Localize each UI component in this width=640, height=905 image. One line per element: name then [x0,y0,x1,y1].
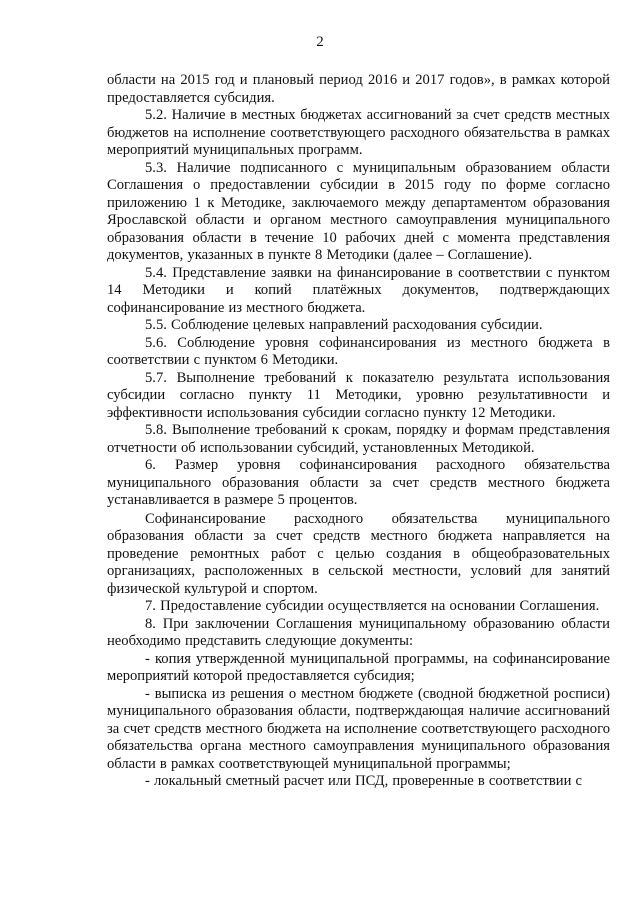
paragraph-5-8: 5.8. Выполнение требований к срокам, порядку и формам представления отчетности об использовании субсидий, установленных Методикой. [107,422,610,456]
paragraph-5-3: 5.3. Наличие подписанного с муниципальным образованием области Соглашения о предоставлении субсидии в 2015 году по форме согласно приложению 1 к Методике, заключаемого между департаментом образования Ярославской области и органом местного самоуправления муниципального образования области в течение 10 рабочих дней с момента представления документов, указанных в пункте 8 Методики (далее – Соглашение). [107,159,610,263]
paragraph-7: 7. Предоставление субсидии осуществляется на основании Соглашения. [145,598,600,614]
paragraph-5-6: 5.6. Соблюдение уровня софинансирования из местного бюджета в соответствии с пунктом 6 Методики. [107,334,610,368]
paragraph-5-5: 5.5. Соблюдение целевых направлений расходования субсидии. [145,317,543,333]
document-body [107,72,610,791]
page-number: 2 [316,34,324,50]
list-item-budget-extract: - выписка из решения о местном бюджете (сводной бюджетной росписи) муниципального образования области, подтверждающая наличие ассигнований за счет средств местного бюджета на исполнение соответствующего расходного обязательства органа местного самоуправления муниципального образования области в рамках соответствующей муниципальной программы; [107,685,610,772]
paragraph-5-4: 5.4. Представление заявки на финансирование в соответствии с пунктом 14 Методики и копий платёжных документов, подтверждающих софинансирование из местного бюджета. [107,264,610,316]
paragraph-6-cofinancing: Софинансирование расходного обязательства муниципального образования области за счет средств местного бюджета направляется на проведение ремонтных работ с целью создания в общеобразовательных организациях, расположенных в сельской местности, условий для занятий физической культурой и спортом. [107,510,610,597]
paragraph-6: 6. Размер уровня софинансирования расходного обязательства муниципального образования области за счет средств местного бюджета устанавливается в размере 5 процентов. [107,457,610,508]
paragraph-5-7: 5.7. Выполнение требований к показателю результата использования субсидии согласно пункту 11 Методики, уровню результативности и эффективности использования субсидии согласно пункту 12 Методики. [107,369,610,421]
paragraph-8: 8. При заключении Соглашения муниципальному образованию области необходимо представить следующие документы: [107,615,610,649]
list-item-estimate: - локальный сметный расчет или ПСД, проверенные в соответствии с [145,773,583,789]
paragraph-continuation: области на 2015 год и плановый период 2016 и 2017 годов», в рамках которой предоставляется субсидия. [107,72,610,106]
paragraph-5-2: 5.2. Наличие в местных бюджетах ассигнований за счет средств местных бюджетов на исполнение соответствующего расходного обязательства в рамках мероприятий муниципальных программ. [107,107,610,158]
list-item-program-copy: - копия утвержденной муниципальной программы, на софинансирование мероприятий которой предоставляется субсидия; [107,650,610,684]
